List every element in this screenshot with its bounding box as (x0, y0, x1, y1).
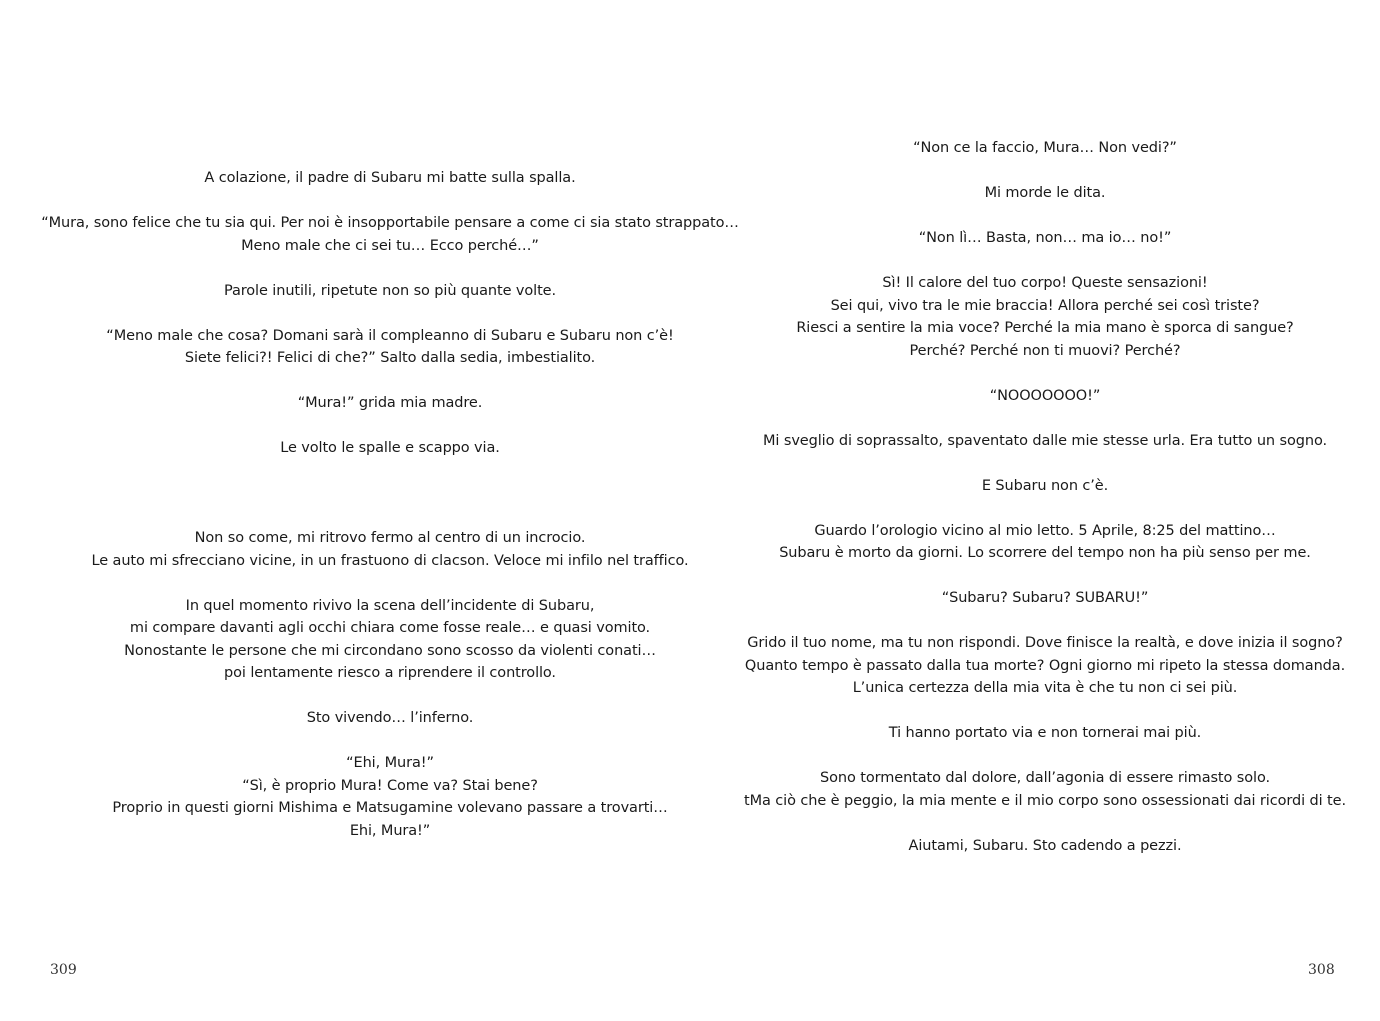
section-break (0, 482, 780, 527)
paragraph (0, 527, 780, 572)
paragraph (690, 767, 1380, 812)
text-line: Le volto le spalle e scappo via. (280, 440, 500, 456)
text-line: A colazione, il padre di Subaru mi batte sulla spalla. (204, 170, 576, 186)
text-line: Ti hanno portato via e non tornerai mai più. (888, 725, 1202, 741)
text-line: mi compare davanti agli occhi chiara come fosse reale… e quasi vomito. (129, 620, 651, 636)
text-line: Parole inutili, ripetute non so più quante volte. (223, 282, 557, 299)
text-line: Subaru è morto da giorni. Lo scorrere del tempo non ha più senso per me. (779, 545, 1311, 561)
text-line: “Meno male che cosa? Domani sarà il compleanno di Subaru e Subaru non c’è! (106, 327, 674, 344)
text-line: Grido il tuo nome, ma tu non rispondi. Dove finisce la realtà, e dove inizia il sogno? (747, 635, 1343, 651)
text-line: Ehi, Mura!” (349, 822, 431, 839)
paragraph (0, 212, 780, 257)
paragraph (0, 752, 780, 842)
text-line: “Non lì… Basta, non… ma io… no!” (918, 230, 1172, 246)
paragraph (0, 167, 780, 190)
paragraph (0, 325, 780, 370)
paragraph (690, 137, 1380, 160)
paragraph (690, 632, 1380, 700)
text-line: Meno male che ci sei tu… Ecco perché…” (241, 237, 539, 254)
text-line: tMa ciò che è peggio, la mia mente e il mio corpo sono ossessionati dai ricordi di te. (744, 792, 1346, 809)
paragraph (690, 385, 1380, 408)
paragraph (690, 430, 1380, 453)
text-line: Nonostante le persone che mi circondano sono scosso da violenti conati… (124, 642, 656, 659)
paragraph (0, 595, 780, 685)
text-line: Non so come, mi ritrovo fermo al centro di un incrocio. (194, 530, 586, 546)
paragraph (690, 227, 1380, 250)
page-number-right: 308 (1308, 962, 1335, 978)
paragraph (690, 835, 1380, 858)
paragraph (0, 707, 780, 730)
text-line: Le auto mi sfrecciano vicine, in un frastuono di clacson. Veloce mi infilo nel traffico. (91, 552, 689, 569)
paragraph (690, 182, 1380, 205)
text-line: “Mura!” grida mia madre. (297, 395, 483, 411)
text-line: E Subaru non c’è. (981, 477, 1109, 494)
text-line: “Non ce la faccio, Mura… Non vedi?” (913, 140, 1177, 156)
paragraph (690, 475, 1380, 498)
text-line: “NOOOOOOO!” (989, 387, 1101, 404)
text-line: L’unica certezza della mia vita è che tu non ci sei più. (852, 680, 1238, 696)
page-number-left: 309 (50, 962, 77, 978)
text-line: Proprio in questi giorni Mishima e Matsugamine volevano passare a trovarti… (112, 800, 668, 816)
paragraph (690, 520, 1380, 565)
text-line: Sì! Il calore del tuo corpo! Queste sensazioni! (882, 275, 1208, 291)
text-line: Riesci a sentire la mia voce? Perché la mia mano è sporca di sangue? (796, 320, 1294, 336)
paragraph (0, 437, 780, 460)
paragraph (0, 392, 780, 415)
text-line: Mi sveglio di soprassalto, spaventato dalle mie stesse urla. Era tutto un sogno. (763, 432, 1327, 449)
text-line: Mi morde le dita. (984, 185, 1106, 201)
left-page-text (0, 167, 780, 865)
text-line: Quanto tempo è passato dalla tua morte? Ogni giorno mi ripeto la stessa domanda. (744, 657, 1346, 674)
text-line: “Subaru? Subaru? SUBARU!” (941, 590, 1149, 606)
paragraph (690, 587, 1380, 610)
paragraph (0, 280, 780, 303)
text-line: In quel momento rivivo la scena dell’incidente di Subaru, (185, 597, 595, 614)
text-line: Sei qui, vivo tra le mie braccia! Allora perché sei così triste? (830, 297, 1260, 314)
paragraph (690, 722, 1380, 745)
right-page-text (690, 137, 1380, 880)
text-line: Guardo l’orologio vicino al mio letto. 5 Aprile, 8:25 del mattino… (814, 522, 1276, 539)
text-line: “Ehi, Mura!” (346, 755, 434, 771)
paragraph (690, 272, 1380, 362)
text-line: “Mura, sono felice che tu sia qui. Per noi è insopportabile pensare a come ci sia stato strappato… (41, 215, 739, 231)
text-line: poi lentamente riesco a riprendere il controllo. (224, 665, 556, 681)
text-line: Sono tormentato dal dolore, dall’agonia di essere rimasto solo. (820, 770, 1270, 786)
text-line: “Sì, è proprio Mura! Come va? Stai bene? (242, 777, 538, 794)
text-line: Aiutami, Subaru. Sto cadendo a pezzi. (908, 837, 1182, 854)
text-line: Perché? Perché non ti muovi? Perché? (909, 342, 1181, 359)
text-line: Sto vivendo… l’inferno. (306, 710, 474, 726)
text-line: Siete felici?! Felici di che?” Salto dalla sedia, imbestialito. (184, 350, 596, 366)
right-page (690, 0, 1380, 1021)
